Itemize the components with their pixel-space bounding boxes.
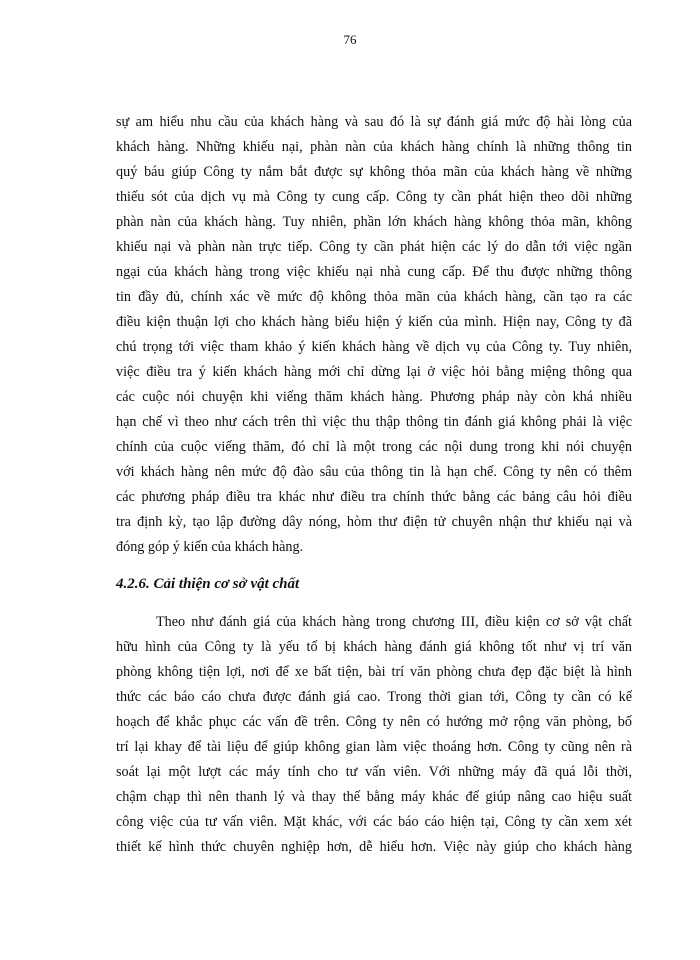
paragraph-line: hoạch để khắc phục các vấn đề trên. Công ty nên có hướng mở rộng văn phòng, bố: [116, 714, 632, 730]
paragraph-line: soát lại một lượt các máy tính cho tư vấn viên. Với những máy đã quá lỗi thời,: [116, 764, 632, 780]
paragraph-line: với khách hàng nên mức độ đào sâu của thông tin là hạn chế. Công ty nên có thêm: [116, 464, 632, 480]
paragraph-line: khách hàng. Những khiếu nại, phàn nàn của khách hàng chính là những thông tin: [116, 139, 632, 155]
paragraph-line: khiếu nại và phàn nàn trực tiếp. Công ty cần phát hiện các lý do dẫn tới việc ngần: [116, 239, 632, 255]
paragraph-line: hạn chế vì theo như cách trên thì việc thu thập thông tin đánh giá không phải là việc: [116, 414, 632, 430]
paragraph-line: các cuộc nói chuyện khi viếng thăm khách hàng. Phương pháp này còn khá nhiều: [116, 389, 632, 405]
paragraph-line: tin đầy đủ, chính xác về mức độ không thỏa mãn của khách hàng, cần tạo ra các: [116, 289, 632, 305]
paragraph-line: thức các báo cáo chưa được đánh giá cao. Trong thời gian tới, Công ty cần có kế: [116, 689, 632, 705]
paragraph-line: chú trọng tới việc tham khảo ý kiến khách hàng về dịch vụ của Công ty. Tuy nhiên,: [116, 339, 632, 355]
paragraph-line: chính của cuộc viếng thăm, đó chỉ là một trong các nội dung trong khi nói chuyện: [116, 439, 632, 455]
paragraph-line: hữu hình của Công ty là yếu tố bị khách hàng đánh giá không tốt như vị trí văn: [116, 639, 632, 655]
paragraph-line: ngại của khách hàng trong việc khiếu nại nhà cung cấp. Để thu được những thông: [116, 264, 632, 280]
paragraph-line: đóng góp ý kiến của khách hàng.: [116, 539, 304, 555]
paragraph-line: phòng không tiện lợi, nơi để xe bất tiện, bài trí văn phòng chưa đẹp đặc biệt là hình: [116, 664, 632, 680]
paragraph-line: quý báu giúp Công ty nắm bắt được sự không thỏa mãn của khách hàng về những: [116, 164, 632, 180]
paragraph-line: việc điều tra ý kiến khách hàng mới chỉ dừng lại ở việc hỏi bằng miệng thông qua: [116, 364, 632, 380]
paragraph-line: điều kiện thuận lợi cho khách hàng biểu hiện ý kiến của mình. Hiện nay, Công ty đã: [116, 314, 632, 330]
paragraph-line: chậm chạp thì nên thanh lý và thay thế bằng máy khác để giúp nâng cao hiệu suất: [116, 789, 632, 805]
paragraph-line: thiết kế hình thức chuyên nghiệp hơn, dễ hiểu hơn. Việc này giúp cho khách hàng: [116, 839, 632, 855]
paragraph-line: trí lại khay để tài liệu để giúp không gian làm việc thoáng hơn. Công ty cũng nên rà: [116, 739, 632, 755]
paragraph-line: sự am hiểu nhu cầu của khách hàng và sau đó là sự đánh giá mức độ hài lòng của: [116, 114, 632, 130]
paragraph-line: tra định kỳ, tạo lập đường dây nóng, hòm thư điện tử chuyên nhận thư khiếu nại và: [116, 514, 632, 530]
paragraph-line: phàn nàn của khách hàng. Tuy nhiên, phần lớn khách hàng không thỏa mãn, không: [116, 214, 632, 230]
paragraph-line: các phương pháp điều tra khác như điều tra chính thức bằng các bảng câu hỏi điều: [116, 489, 632, 505]
paragraph-line: Theo như đánh giá của khách hàng trong chương III, điều kiện cơ sở vật chất: [156, 614, 632, 630]
paragraph-line: thiếu sót của dịch vụ mà Công ty cung cấp. Công ty cần phát hiện theo dõi những: [116, 189, 632, 205]
paragraph-line: công việc của tư vấn viên. Mặt khác, với các báo cáo hiện tại, Công ty cần xem xét: [116, 814, 632, 830]
section-heading: 4.2.6. Cải thiện cơ sở vật chất: [116, 576, 300, 592]
page-number: 76: [343, 32, 357, 47]
